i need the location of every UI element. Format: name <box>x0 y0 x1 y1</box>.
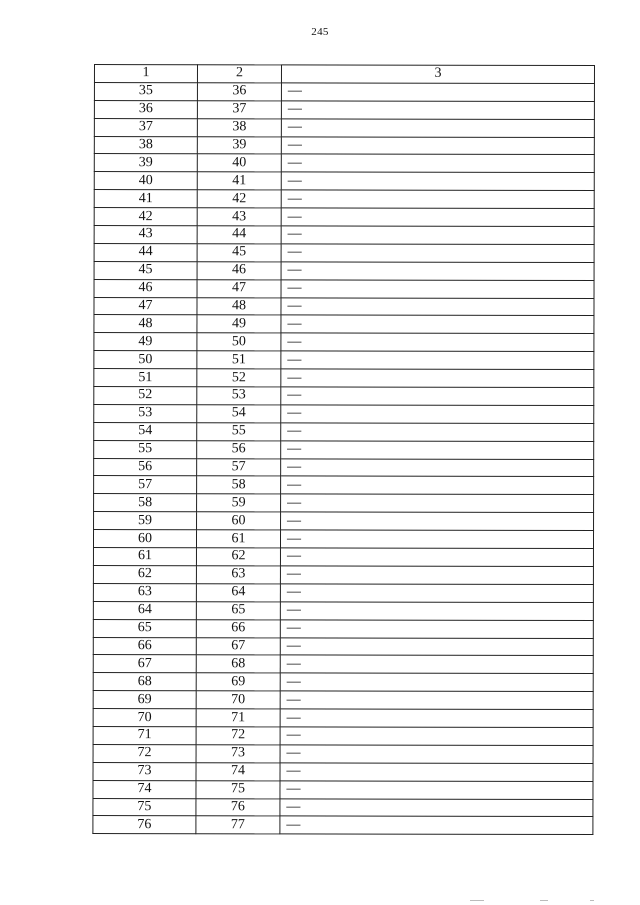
table-row <box>93 530 593 549</box>
table-row <box>94 315 594 334</box>
table-cell-col3: — <box>281 387 594 406</box>
table-cell-col2: 48 <box>197 297 281 315</box>
table-row <box>94 333 594 352</box>
table-row <box>94 172 594 191</box>
table-cell-col1: 55 <box>94 440 197 458</box>
table-row <box>93 583 593 602</box>
table-cell-col3: — <box>280 548 593 567</box>
table-cell-col3: — <box>281 476 594 495</box>
table-cell-col1: 61 <box>93 548 196 566</box>
table-row <box>93 565 593 584</box>
table-row <box>93 673 593 692</box>
table-cell-col1: 56 <box>94 458 197 476</box>
table-row <box>94 351 594 370</box>
table-cell-col3: — <box>280 637 593 656</box>
table-cell-col1: 72 <box>93 744 196 762</box>
table-cell-col1: 67 <box>93 655 196 673</box>
table-cell-col2: 57 <box>197 458 281 476</box>
table-cell-col2: 49 <box>197 315 281 333</box>
table-cell-col2: 56 <box>197 440 281 458</box>
table-cell-col2: 36 <box>197 83 281 101</box>
table-cell-col2: 44 <box>197 226 281 244</box>
table-cell-col2: 77 <box>196 816 280 834</box>
table-cell-col1: 50 <box>94 351 197 369</box>
table-row <box>93 601 593 620</box>
table-row <box>94 208 594 227</box>
table-cell-col3: — <box>281 458 594 477</box>
table-cell-col1: 58 <box>94 494 197 512</box>
table-cell-col3: — <box>281 244 594 263</box>
table-cell-col2: 58 <box>197 476 281 494</box>
table-cell-col3: — <box>280 566 593 585</box>
table-cell-col2: 47 <box>197 279 281 297</box>
table-cell-col2: 76 <box>196 798 280 816</box>
table-cell-col2: 67 <box>196 637 280 655</box>
table-cell-col2: 38 <box>197 118 281 136</box>
table-cell-col3: — <box>281 369 594 388</box>
table-cell-col2: 42 <box>197 190 281 208</box>
table-cell-col1: 60 <box>93 530 196 548</box>
table-cell-col1: 49 <box>94 333 197 351</box>
table-row <box>93 744 593 763</box>
column-header-3: 3 <box>281 65 594 84</box>
table-row <box>93 691 593 710</box>
table-row <box>93 655 593 674</box>
table-row <box>94 440 594 459</box>
scan-artifact <box>470 898 620 901</box>
table-row <box>94 458 594 477</box>
table-cell-col1: 46 <box>94 279 197 297</box>
table-cell-col2: 55 <box>197 423 281 441</box>
table-cell-col2: 59 <box>197 494 281 512</box>
table-cell-col2: 72 <box>196 727 280 745</box>
table-cell-col3: — <box>281 315 594 334</box>
table-cell-col2: 60 <box>197 512 281 530</box>
table-cell-col2: 40 <box>197 154 281 172</box>
table-cell-col1: 73 <box>93 762 196 780</box>
table-cell-col3: — <box>281 119 594 138</box>
table-cell-col2: 64 <box>196 584 280 602</box>
table-row <box>93 548 593 567</box>
table-cell-col3: — <box>281 333 594 352</box>
table-cell-col1: 69 <box>93 691 196 709</box>
table-cell-col2: 74 <box>196 762 280 780</box>
table-row <box>94 226 594 245</box>
table-cell-col1: 65 <box>93 619 196 637</box>
table-cell-col3: — <box>281 208 594 227</box>
table-row <box>94 190 594 209</box>
table-cell-col2: 50 <box>197 333 281 351</box>
table-row <box>94 422 594 441</box>
table-cell-col1: 42 <box>94 208 197 226</box>
table-row <box>94 261 594 280</box>
table-body <box>93 82 595 834</box>
table-cell-col1: 47 <box>94 297 197 315</box>
table-cell-col3: — <box>280 584 593 603</box>
table-row <box>94 154 594 173</box>
table-row <box>93 762 593 781</box>
table-row <box>94 279 594 298</box>
table-cell-col1: 39 <box>94 154 197 172</box>
table-cell-col3: — <box>281 154 594 173</box>
table-cell-col1: 54 <box>94 422 197 440</box>
table-row <box>94 512 594 531</box>
table-row <box>94 118 594 137</box>
table-cell-col3: — <box>281 280 594 299</box>
table-row <box>93 780 593 799</box>
table-cell-col3: — <box>281 423 594 442</box>
table-cell-col1: 41 <box>94 190 197 208</box>
data-table <box>92 64 595 835</box>
table-row <box>93 637 593 656</box>
table-cell-col3: — <box>280 727 593 746</box>
table-cell-col1: 44 <box>94 243 197 261</box>
table-cell-col1: 70 <box>93 709 196 727</box>
table-cell-col1: 75 <box>93 798 196 816</box>
table-row <box>94 100 594 119</box>
table-cell-col3: — <box>281 262 594 281</box>
table-cell-col1: 48 <box>94 315 197 333</box>
table-cell-col1: 40 <box>94 172 197 190</box>
table-row <box>93 726 593 745</box>
table-cell-col3: — <box>280 530 593 549</box>
table-cell-col3: — <box>280 798 593 817</box>
table-cell-col3: — <box>281 297 594 316</box>
table-cell-col1: 62 <box>93 565 196 583</box>
table-cell-col2: 51 <box>197 351 281 369</box>
table-cell-col2: 66 <box>196 619 280 637</box>
table-row <box>93 619 593 638</box>
table-cell-col3: — <box>281 441 594 460</box>
table-cell-col2: 46 <box>197 262 281 280</box>
table-cell-col3: — <box>281 494 594 513</box>
table-row <box>94 136 594 155</box>
table-cell-col2: 63 <box>196 566 280 584</box>
table-cell-col3: — <box>280 745 593 764</box>
table-row <box>94 243 594 262</box>
table-cell-col1: 71 <box>93 726 196 744</box>
table-row <box>94 494 594 513</box>
table-cell-col3: — <box>280 655 593 674</box>
table-header <box>94 65 594 84</box>
column-header-2: 2 <box>197 65 281 83</box>
table-cell-col3: — <box>280 781 593 800</box>
table-cell-col2: 54 <box>197 405 281 423</box>
table-row <box>94 82 594 101</box>
table-cell-col2: 65 <box>196 601 280 619</box>
table-cell-col2: 62 <box>196 548 280 566</box>
table-cell-col2: 75 <box>196 780 280 798</box>
table-cell-col2: 52 <box>197 369 281 387</box>
table-cell-col1: 38 <box>94 136 197 154</box>
table-cell-col1: 36 <box>94 100 197 118</box>
table-cell-col3: — <box>281 83 594 102</box>
table-cell-col2: 73 <box>196 745 280 763</box>
table-cell-col2: 41 <box>197 172 281 190</box>
table-cell-col1: 37 <box>94 118 197 136</box>
table-cell-col3: — <box>280 620 593 639</box>
table-cell-col1: 43 <box>94 226 197 244</box>
table-cell-col1: 68 <box>93 673 196 691</box>
header-row <box>94 65 594 84</box>
table-row <box>94 387 594 406</box>
table-cell-col2: 70 <box>196 691 280 709</box>
table-cell-col1: 57 <box>94 476 197 494</box>
table-cell-col3: — <box>281 190 594 209</box>
table-cell-col1: 35 <box>94 82 197 100</box>
table-cell-col1: 76 <box>93 816 196 834</box>
table-cell-col2: 61 <box>196 530 280 548</box>
table-cell-col1: 64 <box>93 601 196 619</box>
table-cell-col2: 68 <box>196 655 280 673</box>
table-cell-col3: — <box>281 226 594 245</box>
table-cell-col3: — <box>281 512 594 531</box>
table-cell-col3: — <box>281 351 594 370</box>
table-cell-col1: 63 <box>93 583 196 601</box>
table-cell-col2: 71 <box>196 709 280 727</box>
table-cell-col3: — <box>281 136 594 155</box>
table-cell-col3: — <box>281 101 594 120</box>
page-number: 245 <box>311 26 329 38</box>
table-cell-col3: — <box>281 172 594 191</box>
table-cell-col1: 51 <box>94 369 197 387</box>
table-cell-col1: 66 <box>93 637 196 655</box>
table-cell-col3: — <box>280 816 593 835</box>
table-cell-col1: 45 <box>94 261 197 279</box>
table-cell-col2: 69 <box>196 673 280 691</box>
table-cell-col3: — <box>280 763 593 782</box>
table-row <box>93 709 593 728</box>
table-cell-col3: — <box>280 709 593 728</box>
table-cell-col3: — <box>281 405 594 424</box>
table-cell-col3: — <box>280 691 593 710</box>
table-cell-col2: 39 <box>197 136 281 154</box>
table-cell-col1: 52 <box>94 387 197 405</box>
table-cell-col2: 45 <box>197 244 281 262</box>
column-header-1: 1 <box>94 65 197 83</box>
table-cell-col2: 37 <box>197 100 281 118</box>
table-cell-col1: 59 <box>94 512 197 530</box>
table-row <box>94 297 594 316</box>
table-cell-col3: — <box>280 602 593 621</box>
table-cell-col3: — <box>280 673 593 692</box>
table-cell-col2: 53 <box>197 387 281 405</box>
table-row <box>94 476 594 495</box>
table-row <box>93 798 593 817</box>
table-cell-col1: 74 <box>93 780 196 798</box>
table-row <box>93 816 593 835</box>
table-row <box>94 404 594 423</box>
table-cell-col2: 43 <box>197 208 281 226</box>
table-row <box>94 369 594 388</box>
table-cell-col1: 53 <box>94 404 197 422</box>
